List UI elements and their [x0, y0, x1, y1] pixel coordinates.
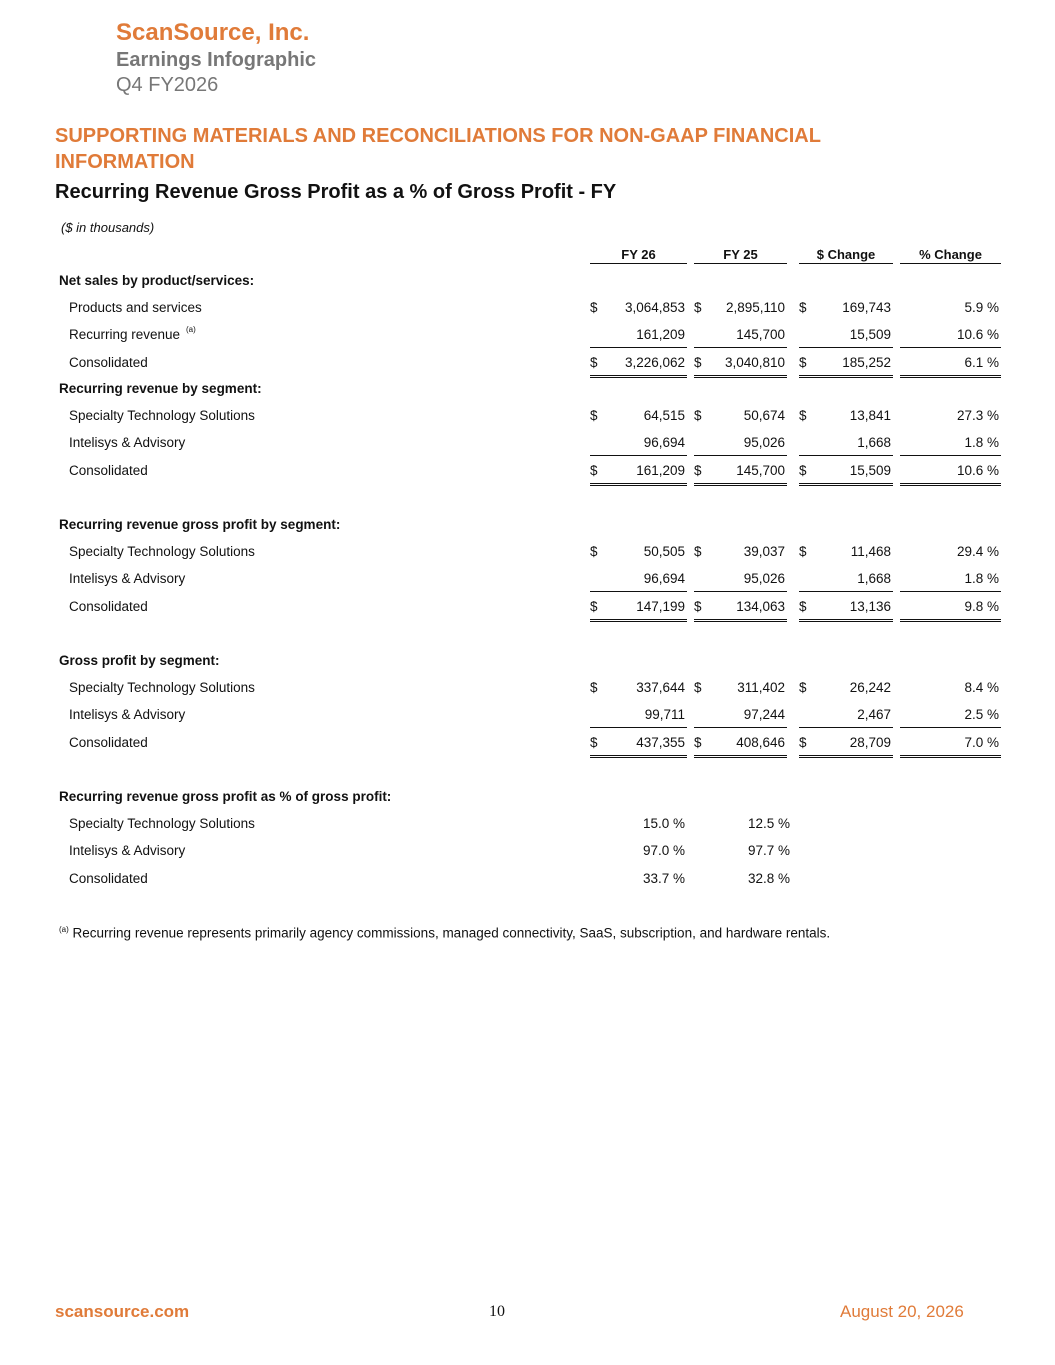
cell-value: 1,668: [857, 571, 891, 587]
cell-value: 2,895,110: [725, 300, 785, 316]
row-label: Consolidated: [69, 870, 148, 886]
footnote-reference: (a): [186, 325, 196, 335]
row-label: Products and services: [69, 300, 202, 316]
section-header: [0, 381, 1055, 401]
currency-symbol: $: [799, 544, 807, 560]
currency-symbol: $: [799, 300, 807, 316]
dollar-change-cell: [799, 355, 893, 378]
cell-value: 2.5 %: [964, 707, 999, 723]
table-row: [0, 680, 1055, 700]
currency-symbol: $: [590, 462, 598, 478]
fy25-cell: [694, 463, 787, 486]
dollar-change-cell: [799, 680, 893, 700]
section-header: [0, 273, 1055, 293]
currency-symbol: $: [694, 354, 702, 370]
fy26-cell: [590, 408, 687, 428]
table-row: [0, 463, 1055, 483]
cell-value: 1.8 %: [964, 571, 999, 587]
cell-value: 147,199: [636, 598, 685, 614]
cell-value: 145,700: [736, 462, 785, 478]
table-row: [0, 300, 1055, 320]
fy25-cell: [694, 544, 787, 564]
dollar-change-cell: [799, 463, 893, 486]
currency-symbol: $: [590, 598, 598, 614]
units-note: ($ in thousands): [61, 220, 155, 235]
cell-value: 99,711: [644, 707, 685, 723]
row-label: Intelisys & Advisory: [69, 571, 186, 587]
percent-change-cell: [900, 599, 1001, 622]
fy26-percent-cell: [590, 816, 687, 836]
fy25-cell: [694, 408, 787, 428]
fy26-cell: [590, 599, 687, 622]
fy26-cell: [590, 463, 687, 486]
fy25-cell: [694, 435, 787, 456]
cell-value: 6.1 %: [964, 354, 999, 370]
percent-change-cell: [900, 735, 1001, 758]
cell-value: 96,694: [643, 571, 685, 587]
cell-value: 437,355: [636, 734, 685, 750]
cell-value: 11,468: [850, 544, 891, 560]
fy26-cell: [590, 355, 687, 378]
cell-value: 28,709: [849, 734, 891, 750]
report-subtitle: Earnings Infographic: [116, 49, 317, 71]
company-name: ScanSource, Inc.: [116, 19, 310, 46]
cell-value: 97.0 %: [642, 843, 685, 859]
percent-change-cell: [900, 435, 1001, 456]
cell-value: 50,505: [643, 544, 685, 560]
row-label: Intelisys & Advisory: [69, 435, 186, 451]
cell-value: 3,226,062: [624, 354, 685, 370]
section-header: [0, 653, 1055, 673]
dollar-change-cell: [799, 300, 893, 320]
row-label: Specialty Technology Solutions: [69, 816, 255, 832]
row-label: Intelisys & Advisory: [69, 843, 186, 859]
currency-symbol: $: [694, 680, 702, 696]
percent-change-cell: [900, 680, 1001, 700]
table-row: [0, 544, 1055, 564]
cell-value: 8.4 %: [964, 680, 999, 696]
cell-value: 64,515: [643, 408, 685, 424]
dollar-change-cell: [799, 544, 893, 564]
currency-symbol: $: [694, 408, 702, 424]
currency-symbol: $: [590, 680, 598, 696]
percent-change-cell: [900, 300, 1001, 320]
row-label: Intelisys & Advisory: [69, 707, 186, 723]
cell-value: 13,841: [849, 408, 891, 424]
section-header: [0, 789, 1055, 809]
fy26-cell: [590, 571, 687, 592]
fy26-percent-cell: [590, 843, 687, 863]
fy25-cell: [694, 599, 787, 622]
cell-value: 2,467: [857, 707, 891, 723]
table-row: [0, 843, 1055, 863]
fy26-cell: [590, 435, 687, 456]
dollar-change-cell: [799, 327, 893, 348]
currency-symbol: $: [799, 680, 807, 696]
column-header-fy26: FY 26: [590, 247, 687, 264]
cell-value: 50,674: [743, 408, 785, 424]
section-title: SUPPORTING MATERIALS AND RECONCILIATIONS FOR NON-GAAP FINANCIAL INFORMATION: [55, 125, 821, 173]
currency-symbol: $: [694, 544, 702, 560]
row-label: Consolidated: [69, 598, 148, 614]
table-row: [0, 735, 1055, 755]
cell-value: 10.6 %: [956, 462, 999, 478]
fy25-cell: [694, 680, 787, 700]
cell-value: 95,026: [743, 571, 785, 587]
table-row: [0, 599, 1055, 619]
cell-value: 3,040,810: [724, 354, 785, 370]
cell-value: 169,743: [842, 300, 891, 316]
row-label: Recurring revenue: [69, 327, 181, 343]
fy25-percent-cell: [694, 843, 792, 863]
table-row: [0, 408, 1055, 428]
section-title-label: Recurring revenue gross profit as % of gross profit:: [59, 789, 392, 804]
percent-change-cell: [900, 463, 1001, 486]
table-row: [0, 327, 1055, 347]
percent-change-cell: [900, 707, 1001, 728]
cell-value: 161,209: [636, 462, 685, 478]
row-label: Consolidated: [69, 354, 148, 370]
cell-value: 15.0 %: [642, 816, 685, 832]
cell-value: 7.0 %: [964, 734, 999, 750]
footnote: [59, 925, 830, 941]
cell-value: 39,037: [743, 544, 785, 560]
cell-value: 96,694: [643, 435, 685, 451]
fy26-percent-cell: [590, 871, 687, 891]
cell-value: 161,209: [636, 327, 685, 343]
cell-value: 9.8 %: [964, 598, 999, 614]
footer-date: August 20, 2026: [840, 1302, 964, 1321]
section-title-label: Recurring revenue gross profit by segment:: [59, 517, 341, 532]
footnote-text: Recurring revenue represents primarily agency commissions, managed connectivity, SaaS, subscription, and hardware rentals.: [72, 925, 831, 941]
column-header-percent-change: % Change: [900, 247, 1001, 264]
fy25-cell: [694, 707, 787, 728]
fy25-cell: [694, 300, 787, 320]
cell-value: 134,063: [736, 598, 785, 614]
currency-symbol: $: [799, 462, 807, 478]
cell-value: 3,064,853: [624, 300, 685, 316]
table-row: [0, 707, 1055, 727]
fy25-percent-cell: [694, 871, 792, 891]
section-header: [0, 517, 1055, 537]
row-label: Specialty Technology Solutions: [69, 544, 255, 560]
table-row: [0, 435, 1055, 455]
dollar-change-cell: [799, 599, 893, 622]
currency-symbol: $: [694, 598, 702, 614]
column-header-fy25: FY 25: [694, 247, 787, 264]
cell-value: 185,252: [842, 354, 891, 370]
percent-change-cell: [900, 544, 1001, 564]
currency-symbol: $: [799, 598, 807, 614]
section-title-label: Recurring revenue by segment:: [59, 381, 262, 396]
cell-value: 5.9 %: [964, 300, 999, 316]
currency-symbol: $: [799, 408, 807, 424]
percent-change-cell: [900, 355, 1001, 378]
table-row: [0, 355, 1055, 375]
cell-value: 33.7 %: [642, 870, 685, 886]
cell-value: 13,136: [849, 598, 891, 614]
page-number: 10: [489, 1303, 505, 1320]
footnote-marker: (a): [59, 925, 69, 934]
cell-value: 145,700: [736, 327, 785, 343]
currency-symbol: $: [590, 544, 598, 560]
fy26-cell: [590, 300, 687, 320]
report-title: Recurring Revenue Gross Profit as a % of Gross Profit - FY: [55, 181, 617, 203]
cell-value: 97.7 %: [747, 843, 790, 859]
cell-value: 15,509: [849, 327, 891, 343]
cell-value: 97,244: [743, 707, 785, 723]
table-row: [0, 816, 1055, 836]
percent-change-cell: [900, 571, 1001, 592]
fy25-cell: [694, 355, 787, 378]
cell-value: 408,646: [736, 734, 785, 750]
currency-symbol: $: [799, 354, 807, 370]
currency-symbol: $: [694, 462, 702, 478]
fy25-cell: [694, 735, 787, 758]
fy26-cell: [590, 707, 687, 728]
row-label: Consolidated: [69, 734, 148, 750]
cell-value: 29.4 %: [956, 544, 999, 560]
percent-change-cell: [900, 327, 1001, 348]
cell-value: 12.5 %: [747, 816, 790, 832]
section-title-label: Gross profit by segment:: [59, 653, 220, 668]
fy25-cell: [694, 327, 787, 348]
cell-value: 32.8 %: [747, 870, 790, 886]
dollar-change-cell: [799, 707, 893, 728]
fy26-cell: [590, 735, 687, 758]
percent-change-cell: [900, 408, 1001, 428]
cell-value: 95,026: [743, 435, 785, 451]
table-row: [0, 871, 1055, 891]
dollar-change-cell: [799, 408, 893, 428]
dollar-change-cell: [799, 735, 893, 758]
fy26-cell: [590, 680, 687, 700]
cell-value: 26,242: [849, 680, 891, 696]
currency-symbol: $: [590, 300, 598, 316]
fiscal-quarter: Q4 FY2026: [116, 74, 219, 96]
currency-symbol: $: [694, 734, 702, 750]
currency-symbol: $: [799, 734, 807, 750]
row-label: Consolidated: [69, 462, 148, 478]
dollar-change-cell: [799, 571, 893, 592]
fy26-cell: [590, 544, 687, 564]
cell-value: 1.8 %: [964, 435, 999, 451]
fy25-percent-cell: [694, 816, 792, 836]
currency-symbol: $: [590, 408, 598, 424]
currency-symbol: $: [590, 354, 598, 370]
row-label: Specialty Technology Solutions: [69, 408, 255, 424]
cell-value: 10.6 %: [956, 327, 999, 343]
dollar-change-cell: [799, 435, 893, 456]
cell-value: 311,402: [737, 680, 785, 696]
cell-value: 15,509: [849, 462, 891, 478]
column-header-dollar-change: $ Change: [799, 247, 893, 264]
currency-symbol: $: [694, 300, 702, 316]
cell-value: 27.3 %: [956, 408, 999, 424]
fy26-cell: [590, 327, 687, 348]
section-title-label: Net sales by product/services:: [59, 273, 255, 288]
cell-value: 337,644: [636, 680, 685, 696]
currency-symbol: $: [590, 734, 598, 750]
footer-website: scansource.com: [55, 1302, 190, 1321]
row-label: Specialty Technology Solutions: [69, 680, 255, 696]
cell-value: 1,668: [857, 435, 891, 451]
table-row: [0, 571, 1055, 591]
fy25-cell: [694, 571, 787, 592]
